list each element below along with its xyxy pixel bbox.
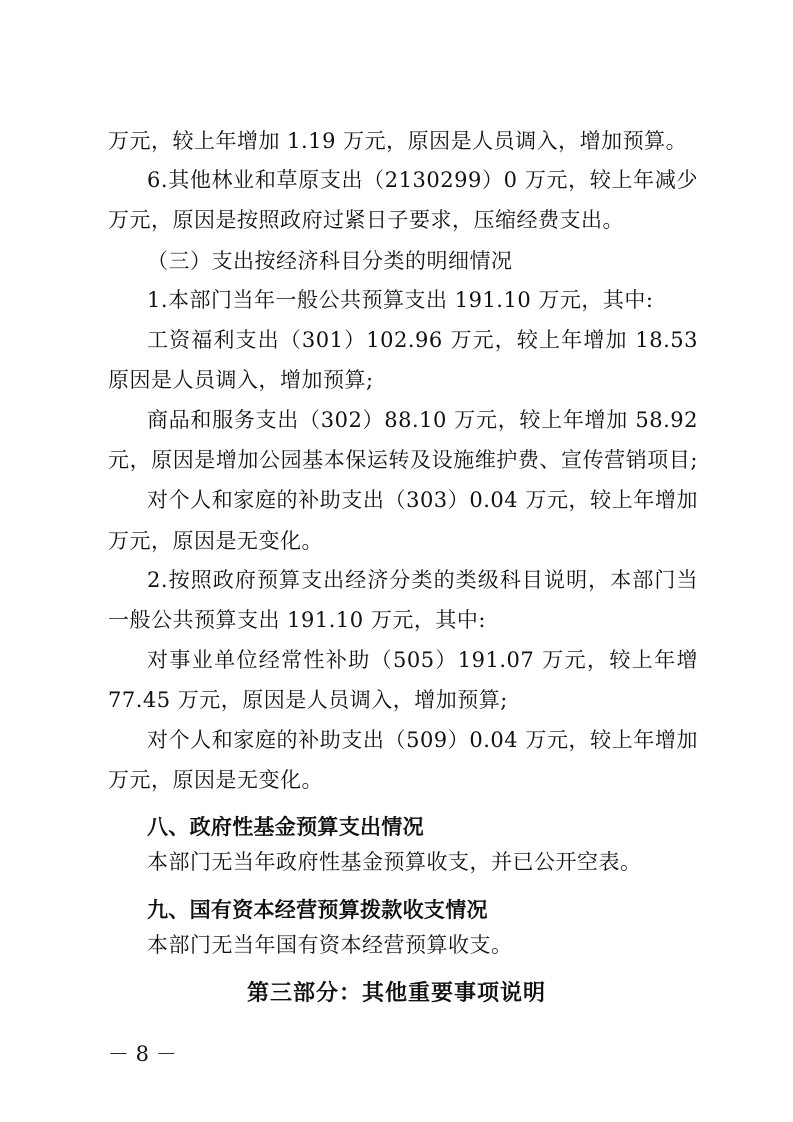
paragraph-line: 原因是人员调入，增加预算; bbox=[108, 368, 374, 392]
paragraph-line: 77.45 万元，原因是人员调入，增加预算; bbox=[108, 688, 508, 712]
paragraph-line: 本部门无当年政府性基金预算收支，并已公开空表。 bbox=[147, 850, 642, 874]
paragraph-line: 对个人和家庭的补助支出（303）0.04 万元，较上年增加 bbox=[147, 488, 698, 512]
paragraph-line: 万元，原因是按照政府过紧日子要求，压缩经费支出。 bbox=[108, 208, 624, 232]
section-subheading: （三）支出按经济科目分类的明细情况 bbox=[147, 249, 513, 273]
paragraph-line: 商品和服务支出（302）88.10 万元，较上年增加 58.92 bbox=[147, 408, 698, 432]
paragraph-line: 元，原因是增加公园基本保运转及设施维护费、宣传营销项目; bbox=[108, 448, 698, 472]
part-title: 第三部分：其他重要事项说明 bbox=[246, 980, 546, 1006]
paragraph-line: 万元，原因是无变化。 bbox=[108, 529, 323, 553]
paragraph-line: 2.按照政府预算支出经济分类的类级科目说明，本部门当 bbox=[147, 568, 698, 592]
paragraph-line: 6.其他林业和草原支出（2130299）0 万元，较上年减少 bbox=[147, 168, 698, 192]
section-heading: 八、政府性基金预算支出情况 bbox=[147, 815, 424, 839]
paragraph-line: 对个人和家庭的补助支出（509）0.04 万元，较上年增加 bbox=[147, 728, 698, 752]
paragraph-line: 万元，较上年增加 1.19 万元，原因是人员调入，增加预算。 bbox=[108, 129, 688, 153]
paragraph-line: 万元，原因是无变化。 bbox=[108, 768, 323, 792]
paragraph-line: 对事业单位经常性补助（505）191.07 万元，较上年增 bbox=[147, 648, 698, 672]
paragraph-line: 本部门无当年国有资本经营预算收支。 bbox=[147, 933, 513, 957]
paragraph-line: 1.本部门当年一般公共预算支出 191.10 万元，其中: bbox=[147, 288, 654, 312]
paragraph-line: 工资福利支出（301）102.96 万元，较上年增加 18.53 bbox=[147, 328, 698, 352]
paragraph-line: 一般公共预算支出 191.10 万元，其中: bbox=[108, 608, 486, 632]
page-number: － 8 － bbox=[108, 1042, 177, 1066]
section-heading: 九、国有资本经营预算拨款收支情况 bbox=[147, 898, 488, 922]
